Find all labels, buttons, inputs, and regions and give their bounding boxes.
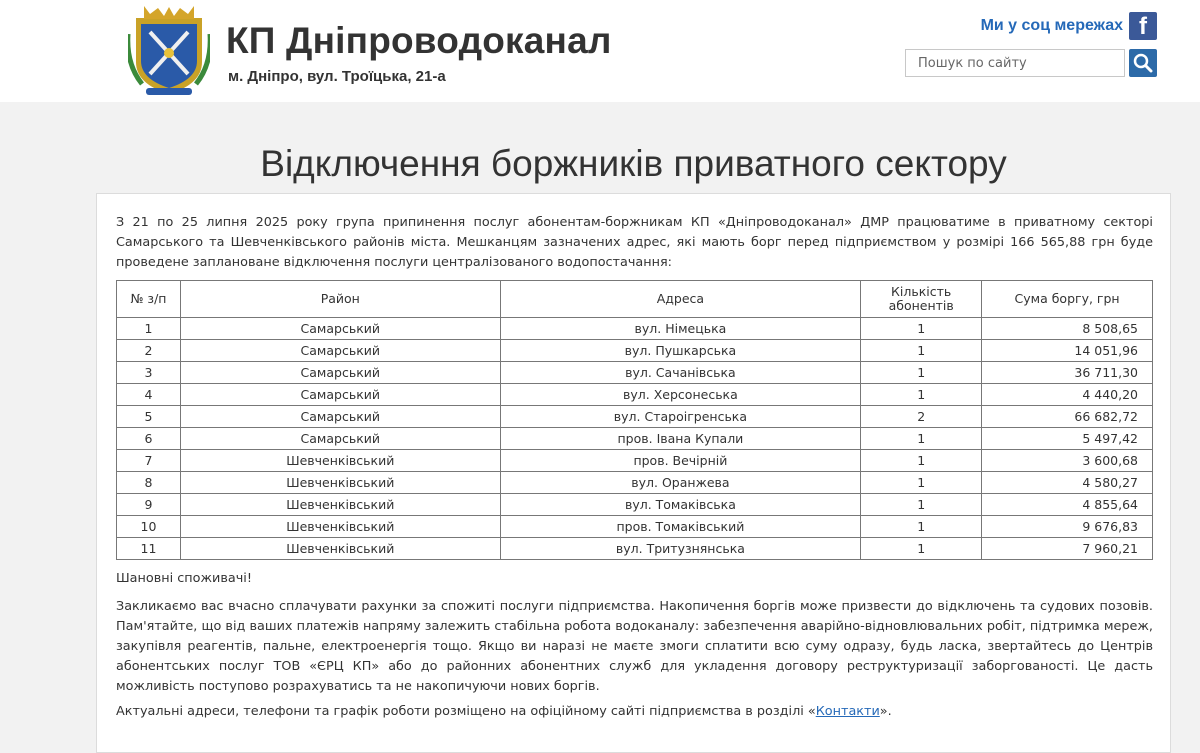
cell-debt: 9 676,83 <box>982 516 1153 538</box>
column-header-address: Адреса <box>500 281 861 318</box>
cell-debt: 5 497,42 <box>982 428 1153 450</box>
cell-subscribers: 1 <box>861 516 982 538</box>
cell-subscribers: 1 <box>861 472 982 494</box>
site-address: м. Дніпро, вул. Троїцька, 21-а <box>228 68 446 85</box>
site-header <box>0 0 1200 102</box>
cell-number: 2 <box>117 340 181 362</box>
contacts-text-after: ». <box>879 704 892 719</box>
cell-district: Шевченківський <box>180 472 500 494</box>
cell-district: Шевченківський <box>180 494 500 516</box>
column-header-district: Район <box>180 281 500 318</box>
cell-address: вул. Тритузнянська <box>500 538 861 560</box>
cell-number: 7 <box>117 450 181 472</box>
cell-district: Самарський <box>180 406 500 428</box>
table-row <box>117 340 1153 362</box>
social-label: Ми у соц мережах <box>980 17 1123 34</box>
cell-address: вул. Сачанівська <box>500 362 861 384</box>
cell-subscribers: 1 <box>861 428 982 450</box>
cell-address: пров. Томаківський <box>500 516 861 538</box>
cell-address: вул. Німецька <box>500 318 861 340</box>
cell-district: Самарський <box>180 318 500 340</box>
table-row <box>117 406 1153 428</box>
cell-district: Шевченківський <box>180 516 500 538</box>
column-header-debt: Сума боргу, грн <box>982 281 1153 318</box>
cell-number: 11 <box>117 538 181 560</box>
column-header-number: № з/п <box>117 281 181 318</box>
table-row <box>117 516 1153 538</box>
cell-district: Самарський <box>180 428 500 450</box>
cell-address: вул. Херсонеська <box>500 384 861 406</box>
greeting-paragraph: Шановні споживачі! <box>116 571 252 586</box>
table-row <box>117 384 1153 406</box>
cell-district: Самарський <box>180 384 500 406</box>
search-input[interactable] <box>905 49 1125 77</box>
search-form <box>905 49 1157 77</box>
cell-subscribers: 1 <box>861 450 982 472</box>
cell-debt: 4 580,27 <box>982 472 1153 494</box>
cell-subscribers: 1 <box>861 362 982 384</box>
cell-subscribers: 1 <box>861 340 982 362</box>
cell-district: Шевченківський <box>180 450 500 472</box>
cell-district: Шевченківський <box>180 538 500 560</box>
cell-number: 10 <box>117 516 181 538</box>
cell-address: вул. Староігренська <box>500 406 861 428</box>
search-button[interactable] <box>1129 49 1157 77</box>
cell-subscribers: 1 <box>861 384 982 406</box>
cell-debt: 36 711,30 <box>982 362 1153 384</box>
cell-number: 9 <box>117 494 181 516</box>
table-row <box>117 472 1153 494</box>
cell-subscribers: 1 <box>861 494 982 516</box>
table-header-row <box>117 281 1153 318</box>
cell-district: Самарський <box>180 340 500 362</box>
cell-number: 6 <box>117 428 181 450</box>
table-row <box>117 450 1153 472</box>
cell-debt: 4 440,20 <box>982 384 1153 406</box>
table-row <box>117 362 1153 384</box>
cell-address: вул. Оранжева <box>500 472 861 494</box>
intro-paragraph: З 21 по 25 липня 2025 року група припинення послуг абонентам-боржникам КП «Дніпроводоканал» ДМР працюватиме в приватному секторі Самарського та Шевченківського районів міста. Мешканцям зазначених адрес, які мають борг перед підприємством у розмірі 166 565,88 грн буде проведене заплановане відключення послуги централізованого водопостачання: <box>116 215 1153 270</box>
cell-subscribers: 1 <box>861 538 982 560</box>
debtors-table <box>116 280 1153 560</box>
table-row <box>117 538 1153 560</box>
contacts-paragraph <box>116 702 1153 722</box>
table-row <box>117 428 1153 450</box>
cell-number: 4 <box>117 384 181 406</box>
cell-debt: 66 682,72 <box>982 406 1153 428</box>
cell-district: Самарський <box>180 362 500 384</box>
cell-address: вул. Пушкарська <box>500 340 861 362</box>
search-icon <box>1133 53 1153 73</box>
cell-debt: 8 508,65 <box>982 318 1153 340</box>
table-row <box>117 494 1153 516</box>
page-title: Відключення боржників приватного сектору <box>260 143 1007 184</box>
cell-address: пров. Вечірній <box>500 450 861 472</box>
cell-subscribers: 2 <box>861 406 982 428</box>
cell-address: вул. Томаківська <box>500 494 861 516</box>
cell-debt: 7 960,21 <box>982 538 1153 560</box>
cell-number: 5 <box>117 406 181 428</box>
cell-number: 1 <box>117 318 181 340</box>
social-links <box>981 12 1157 40</box>
cell-debt: 3 600,68 <box>982 450 1153 472</box>
cell-subscribers: 1 <box>861 318 982 340</box>
site-title[interactable]: КП Дніпроводоканал <box>226 20 612 61</box>
cell-debt: 4 855,64 <box>982 494 1153 516</box>
cell-number: 8 <box>117 472 181 494</box>
cell-address: пров. Івана Купали <box>500 428 861 450</box>
table-row <box>117 318 1153 340</box>
contacts-text-before: Актуальні адреси, телефони та графік роботи розміщено на офіційному сайті підприємства в розділі « <box>116 704 816 719</box>
dnipro-coat-of-arms-logo[interactable] <box>128 4 210 96</box>
contacts-link[interactable]: Контакти <box>815 704 880 719</box>
cell-debt: 14 051,96 <box>982 340 1153 362</box>
cell-number: 3 <box>117 362 181 384</box>
column-header-subscribers: Кількість абонентів <box>861 281 982 318</box>
facebook-icon[interactable]: f <box>1129 12 1157 40</box>
appeal-paragraph: Закликаємо вас вчасно сплачувати рахунки за спожиті послуги підприємства. Накопичення боргів може призвести до відключень та судових позовів. Пам'ятайте, що від ваших платежів напряму залежить стабільна робота водоканалу: забезпечення аварійно-відновлювальних робіт, підтримка мереж, закупівля реагентів, пальне, електроенергія тощо. Якщо ви наразі не маєте змоги сплатити всю суму одразу, будь ласка, звертайтесь до Центрів абонентських послуг ТОВ «ЄРЦ КП» або до районних абонентних служб для укладення договору реструктуризації заборгованості. Це дасть можливість поступово розрахуватись та не накопичуючи нових боргів. <box>116 599 1153 694</box>
